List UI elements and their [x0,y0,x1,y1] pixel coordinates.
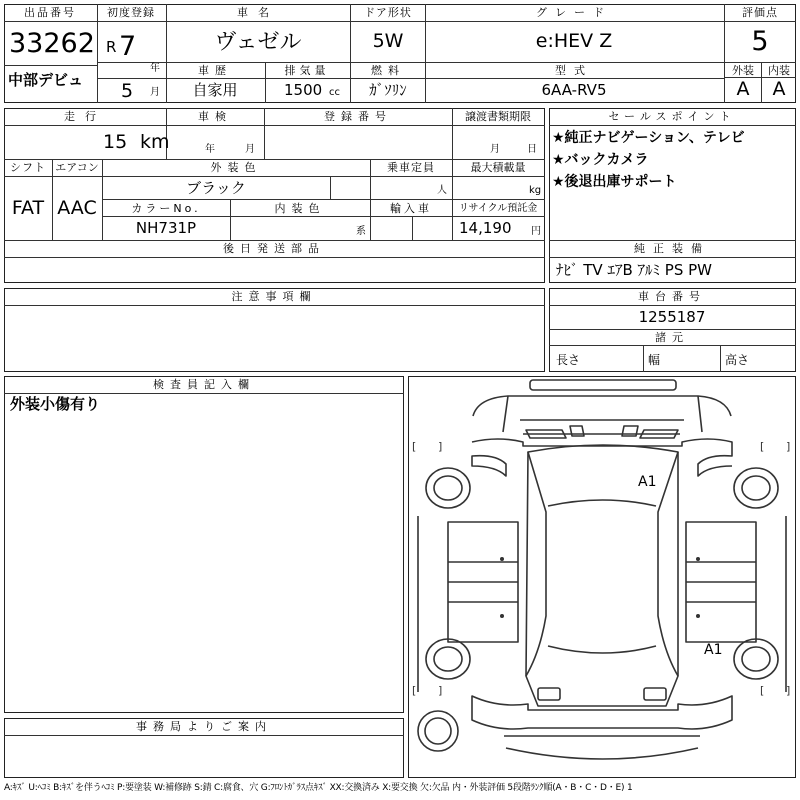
divider [4,393,404,394]
divider [412,216,413,240]
mileage-unit: km [140,131,170,153]
import-label: 輸入車 [390,202,432,215]
vehicle-history: 自家用 [192,81,238,99]
equipment-list: ﾅﾋﾞ TV ｴｱB ｱﾙﾐ PS PW [556,261,712,279]
length-label: 長さ [556,353,581,367]
chassis-number-label: 車台番号 [638,290,706,303]
grade-label: グレード [536,6,612,19]
recycle-fee: 14,190 [459,219,512,237]
divider [4,125,545,126]
notes-title: 注意事項欄 [231,290,317,303]
color-number: NH731P [135,219,197,237]
color-number-label: カラーNo. [131,202,201,215]
divider [97,78,724,79]
sales-point-item: ★後退出庫サポート [552,174,677,190]
recycle-fee-unit: 円 [531,226,541,237]
damage-mark: A1 [704,642,723,658]
divider [549,125,796,126]
interior-color-unit: 系 [356,226,366,237]
aircon-type: AAC [57,197,97,219]
capacity-label: 乗車定員 [387,161,435,174]
displacement-unit: cc [329,87,340,98]
divider [102,199,545,200]
transfer-day-unit: 日 [527,144,537,155]
divider [4,21,796,22]
car-name-label: 車名 [237,6,279,19]
mileage-label: 走行 [64,110,106,123]
divider [724,4,725,103]
diagram-bracket: [ [412,684,417,697]
capacity-unit: 人 [437,185,447,196]
divider [230,199,231,240]
height-label: 高さ [725,353,750,367]
divider [452,159,453,240]
divider [4,159,545,160]
venue-name: 中部デビュ [8,71,84,89]
sales-point-item: ★バックカメラ [552,152,649,168]
mileage-value: 15 [103,131,128,153]
divider [265,62,266,103]
shift-label: シフト [10,161,46,174]
inspection-month-unit: 月 [245,144,255,155]
registration-month: 5 [121,80,134,102]
exterior-color-label: 外装色 [210,161,262,174]
divider [549,257,796,258]
divider [549,329,796,330]
history-label: 車歴 [198,64,232,77]
exterior-grade: A [736,78,750,100]
divider [761,62,762,103]
divider [425,4,426,103]
evaluation-score: 5 [751,26,769,57]
interior-grade: A [772,78,786,100]
damage-mark: A1 [638,474,657,490]
divider [4,305,545,306]
lot-number-label: 出品番号 [24,6,76,19]
diagram-bracket: ] [786,440,791,453]
displacement: 1500 [284,81,323,99]
diagram-bracket: ] [438,684,443,697]
year-unit: 年 [150,63,160,74]
month-unit: 月 [150,87,160,98]
registration-number-label: 登録番号 [324,110,392,123]
chassis-number: 1255187 [638,308,706,326]
divider [720,345,721,372]
diagram-bracket: [ [760,684,765,697]
divider [97,4,98,103]
divider [452,108,453,159]
registration-year: 7 [119,31,137,62]
divider [4,176,545,177]
aircon-label: エアコン [55,161,99,174]
sales-point-item: ★純正ナビゲーション、テレビ [552,130,745,146]
inspection-year-unit: 年 [205,144,215,155]
model-code-label: 型式 [555,64,593,77]
car-body-diagram [408,376,796,778]
office-title: 事務局よりご案内 [136,720,272,733]
divider [643,345,644,372]
interior-color-label: 内装色 [274,202,326,215]
divider [4,65,97,66]
divider [549,240,796,241]
diagram-bracket: ] [438,440,443,453]
divider [102,216,545,217]
divider [52,159,53,240]
fuel-type: ｶﾞｿﾘﾝ [369,81,407,99]
later-parts-label: 後日発送部品 [223,242,325,255]
model-code: 6AA-RV5 [541,81,607,99]
inspector-comment: 外装小傷有り [10,395,101,413]
score-label: 評価点 [742,6,778,19]
sales-points-title: セールスポイント [608,110,736,123]
recycle-fee-label: リサイクル預託金 [458,203,538,214]
inspector-title: 検査員記入欄 [153,378,255,391]
divider [102,159,103,240]
equipment-title: 純正装備 [634,242,710,255]
shift-type: FAT [11,197,45,219]
divider [4,240,545,241]
exterior-grade-label: 外装 [732,64,754,77]
lot-number: 33262 [9,28,95,59]
divider [4,735,404,736]
displacement-label: 排気量 [284,64,330,77]
era-label: R [106,38,117,56]
divider [4,257,545,258]
divider [549,305,796,306]
diagram-bracket: ] [786,684,791,697]
divider [166,4,167,103]
specs-label: 諸元 [655,331,689,344]
exterior-color: ブラック [186,179,246,197]
door-type-label: ドア形状 [364,6,412,19]
transfer-month-unit: 月 [490,144,500,155]
width-label: 幅 [648,353,661,367]
divider [370,159,371,240]
transfer-deadline-label: 譲渡書類期限 [465,110,531,123]
diagram-bracket: [ [760,440,765,453]
inspection-label: 車検 [198,110,232,123]
divider [330,176,331,199]
divider [97,62,796,63]
divider [549,345,796,346]
divider [350,4,351,103]
car-name: ヴェゼル [214,30,302,55]
first-registration-label: 初度登録 [107,6,155,19]
divider [264,108,265,159]
inspector-block [4,376,404,713]
door-type: 5W [372,30,404,52]
legend-text: A:ｷｽﾞ U:ﾍｺﾐ B:ｷｽﾞを伴うﾍｺﾐ P:要塗装 W:補修跡 S:錆 C:腐食、穴 G:ﾌﾛﾝﾄｶﾞﾗｽ点ｷｽﾞ XX:交換済み X:要交換 欠:欠品 内・外装評価 5段階ﾗﾝｸ順(A・B・C・D・E) 1 [4,783,633,793]
fuel-label: 燃料 [371,64,405,77]
interior-grade-label: 内装 [768,64,790,77]
max-load-label: 最大積載量 [470,161,526,174]
max-load-unit: kg [529,185,542,196]
grade: e:HEV Z [535,30,613,52]
diagram-bracket: [ [412,440,417,453]
